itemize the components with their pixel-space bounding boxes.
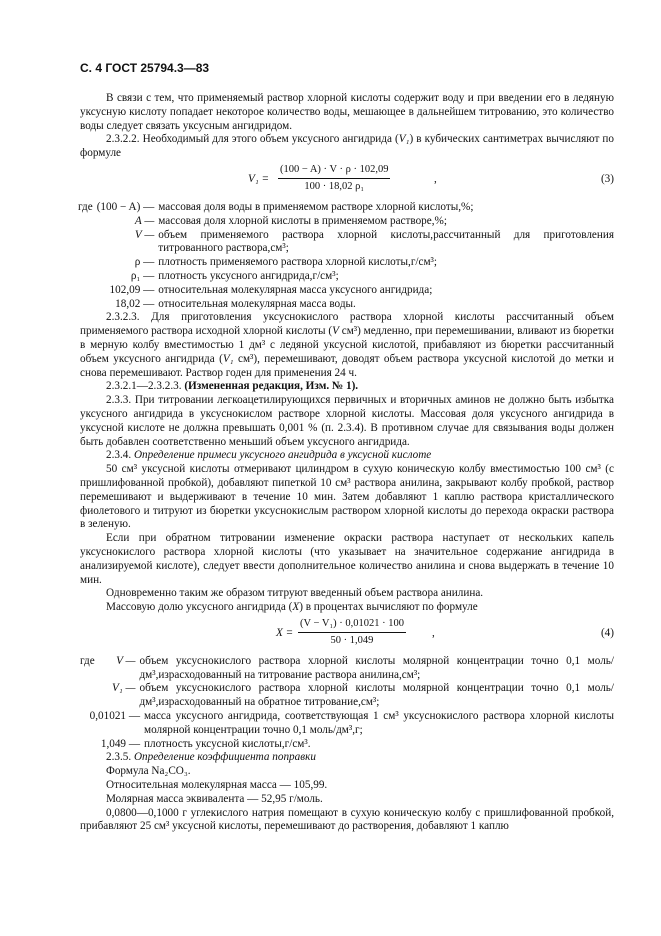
def-term: V —	[134, 228, 155, 241]
paragraph-formula: Формула Na₂CO₃.	[106, 765, 191, 778]
def-term: 18,02 —	[115, 297, 155, 310]
def-term: A —	[134, 214, 155, 227]
text: 2.3.4.	[106, 449, 134, 462]
formula-number: (4)	[600, 626, 614, 639]
where-label: где	[80, 654, 95, 667]
definitions-4	[80, 655, 614, 710]
def-term: (100 − A) —	[96, 200, 155, 213]
paragraph-intro: В связи с тем, что применяемый раствор хлорной кислоты содержит воду и при введении его в ледяную уксусную кислоту попадает некоторое количество воды, мешающее в дальнейшем титрованию, это количество воды следует связать уксусным ангидридом.	[80, 92, 614, 132]
formula-lhs: V₁ =	[248, 172, 270, 185]
text: 2.3.5.	[106, 751, 134, 764]
def-term: 102,09 —	[109, 283, 155, 296]
definitions-3	[78, 201, 614, 311]
paragraph-molecular-mass: Относительная молекулярная масса — 105,99.	[106, 779, 328, 792]
def-desc: массовая доля воды в применяемом растворе хлорной кислоты,%;	[158, 200, 474, 213]
text: 2.3.2.2. Необходимый для этого объем уксусного ангидрида (	[106, 133, 399, 146]
paragraph-back-titration: Если при обратном титровании изменение окраски раствора наступает от нескольких капель уксуснокислого раствора хлорной кислоты (что указывает на значительное содержание ангидрида в анализируемой кислоте), следует ввести дополнительное количество анилина и снова выдержать в течение 10 мин.	[80, 532, 614, 586]
formula-fraction	[278, 163, 390, 194]
formula-number: (3)	[600, 172, 614, 185]
text: см³), перемешивают, доводят объем раствора уксусной кислотой до метки и снова перемешивают. Раствор годен для применения 24 ч.	[80, 352, 614, 379]
paragraph-equivalent-mass: Молярная масса эквивалента — 52,95 г/моль.	[106, 792, 323, 805]
def-desc: относительная молекулярная масса уксусного ангидрида;	[158, 283, 433, 296]
text: 2.3.2.3. Для приготовления уксуснокислого раствора хлорной кислоты рассчитанный объем применяемого раствора исходной хлорной кислоты (	[80, 311, 614, 338]
text: см³) медленно, при перемешивании, вливают из бюретки в мерную колбу вместимостью 1 дм³ с ледяной уксусной кислотой, прибавляют из бюретки рассчитанный объем уксусного ангидрида (	[80, 325, 614, 365]
paragraph-2-3-2-2	[80, 133, 614, 161]
def-desc: объем уксуснокислого раствора хлорной кислоты молярной концентрации точно 0,1 моль/дм³,израсходованный на титрование раствора анилина,см³;	[139, 654, 614, 681]
formula-4	[80, 615, 614, 655]
document-body	[80, 92, 614, 834]
formula-numerator: (100 − A) · V · ρ · 102,09	[278, 163, 390, 179]
def-term: V —	[116, 654, 136, 667]
text: 2.3.2.1—2.3.2.3.	[106, 380, 185, 393]
formula-denominator: 100 · 18,02 ρ₁	[304, 180, 365, 192]
paragraph-procedure: 50 см³ уксусной кислоты отмеривают цилиндром в сухую коническую колбу вместимостью 100 см³ (с пришлифованной пробкой), добавляют пипеткой 10 см³ раствора анилина, закрывают колбу пробкой, раствор перемешивают и выдерживают в течение 10 мин. Затем добавляют 1 каплю раствора кристаллического фиолетового и титруют из бюретки уксуснокислым раствором хлорной кислоты до перехода окраски раствора в зеленую.	[80, 463, 614, 531]
def-term: 1,049 —	[100, 737, 140, 750]
symbol-v: V	[332, 325, 339, 338]
paragraph-formula-intro	[80, 601, 614, 615]
symbol-v1: V₁	[222, 352, 234, 365]
paragraph-2-3-5	[80, 751, 614, 765]
def-desc: плотность применяемого раствора хлорной кислоты,г/см³;	[158, 256, 438, 269]
def-term: 0,01021 —	[89, 710, 140, 723]
section-title: Определение коэффициента поправки	[133, 751, 316, 764]
def-desc: плотность уксусного ангидрида,г/см³;	[158, 269, 339, 282]
symbol-v1: V₁	[398, 133, 410, 146]
formula-3	[80, 161, 614, 201]
formula-numerator: (V − V₁) · 0,01021 · 100	[298, 617, 406, 633]
section-title: Определение примеси уксусного ангидрида в уксусной кислоте	[133, 449, 432, 462]
def-desc: объем уксуснокислого раствора хлорной кислоты молярной концентрации точно 0,1 моль/дм³,израсходованный на обратное титрование,см³;	[139, 682, 614, 709]
formula-comma: ,	[432, 626, 435, 639]
paragraph-2-3-4	[80, 449, 614, 463]
paragraph-2-3-2-3	[80, 311, 614, 380]
paragraph-2-3-3: 2.3.3. При титровании легкоацетилирующихся первичных и вторичных аминов не должно быть избытка уксусного ангидрида в уксуснокислом растворе хлорной кислоты. Массовая доля уксусного ангидрида в уксусной кислоте не должна превышать 0,001 % (п. 2.3.4). В противном случае для связывания воды должен быть добавлен соответственно меньший объем уксусного ангидрида.	[80, 394, 614, 448]
def-term: ρ —	[134, 256, 155, 269]
text: Массовую долю уксусного ангидрида (	[106, 601, 293, 614]
def-desc: массовая доля хлорной кислоты в применяемом растворе,%;	[158, 214, 447, 227]
formula-comma: ,	[434, 172, 437, 185]
paragraph-blank: Одновременно таким же образом титруют введенный объем раствора анилина.	[106, 587, 484, 600]
def-desc: масса уксусного ангидрида, соответствующая 1 см³ уксуснокислого раствора хлорной кислоты молярной концентрации точно 0,1 моль/дм³,г;	[144, 710, 614, 736]
def-desc: относительная молекулярная масса воды.	[158, 297, 356, 310]
amendment-note: (Измененная редакция, Изм. № 1).	[184, 380, 359, 393]
definitions-4b	[78, 710, 614, 751]
text: ) в кубических сантиметрах вычисляют по формуле	[80, 133, 614, 160]
text: ) в процентах вычисляют по формуле	[299, 601, 478, 614]
formula-lhs: X =	[276, 626, 294, 639]
def-term: V₁ —	[112, 682, 136, 695]
paragraph-amendment	[80, 380, 614, 394]
formula-fraction	[298, 617, 406, 648]
page-header: С. 4 ГОСТ 25794.3—83	[80, 61, 210, 75]
paragraph-sodium-carbonate: 0,0800—0,1000 г углекислого натрия помещают в сухую коническую колбу с пришлифованной пробкой, прибавляют 25 см³ уксусной кислоты, перемешивают до растворения, добавляют 1 каплю	[80, 806, 614, 833]
where-label: где	[78, 200, 93, 213]
symbol-x: X	[292, 601, 300, 614]
def-desc: объем применяемого раствора хлорной кислоты,рассчитанный для приготовления титрованного раствора,см³;	[158, 228, 614, 255]
def-term: ρ₁ —	[130, 269, 155, 282]
def-desc: плотность уксусной кислоты,г/см³.	[144, 737, 311, 750]
formula-denominator: 50 · 1,049	[330, 634, 374, 646]
